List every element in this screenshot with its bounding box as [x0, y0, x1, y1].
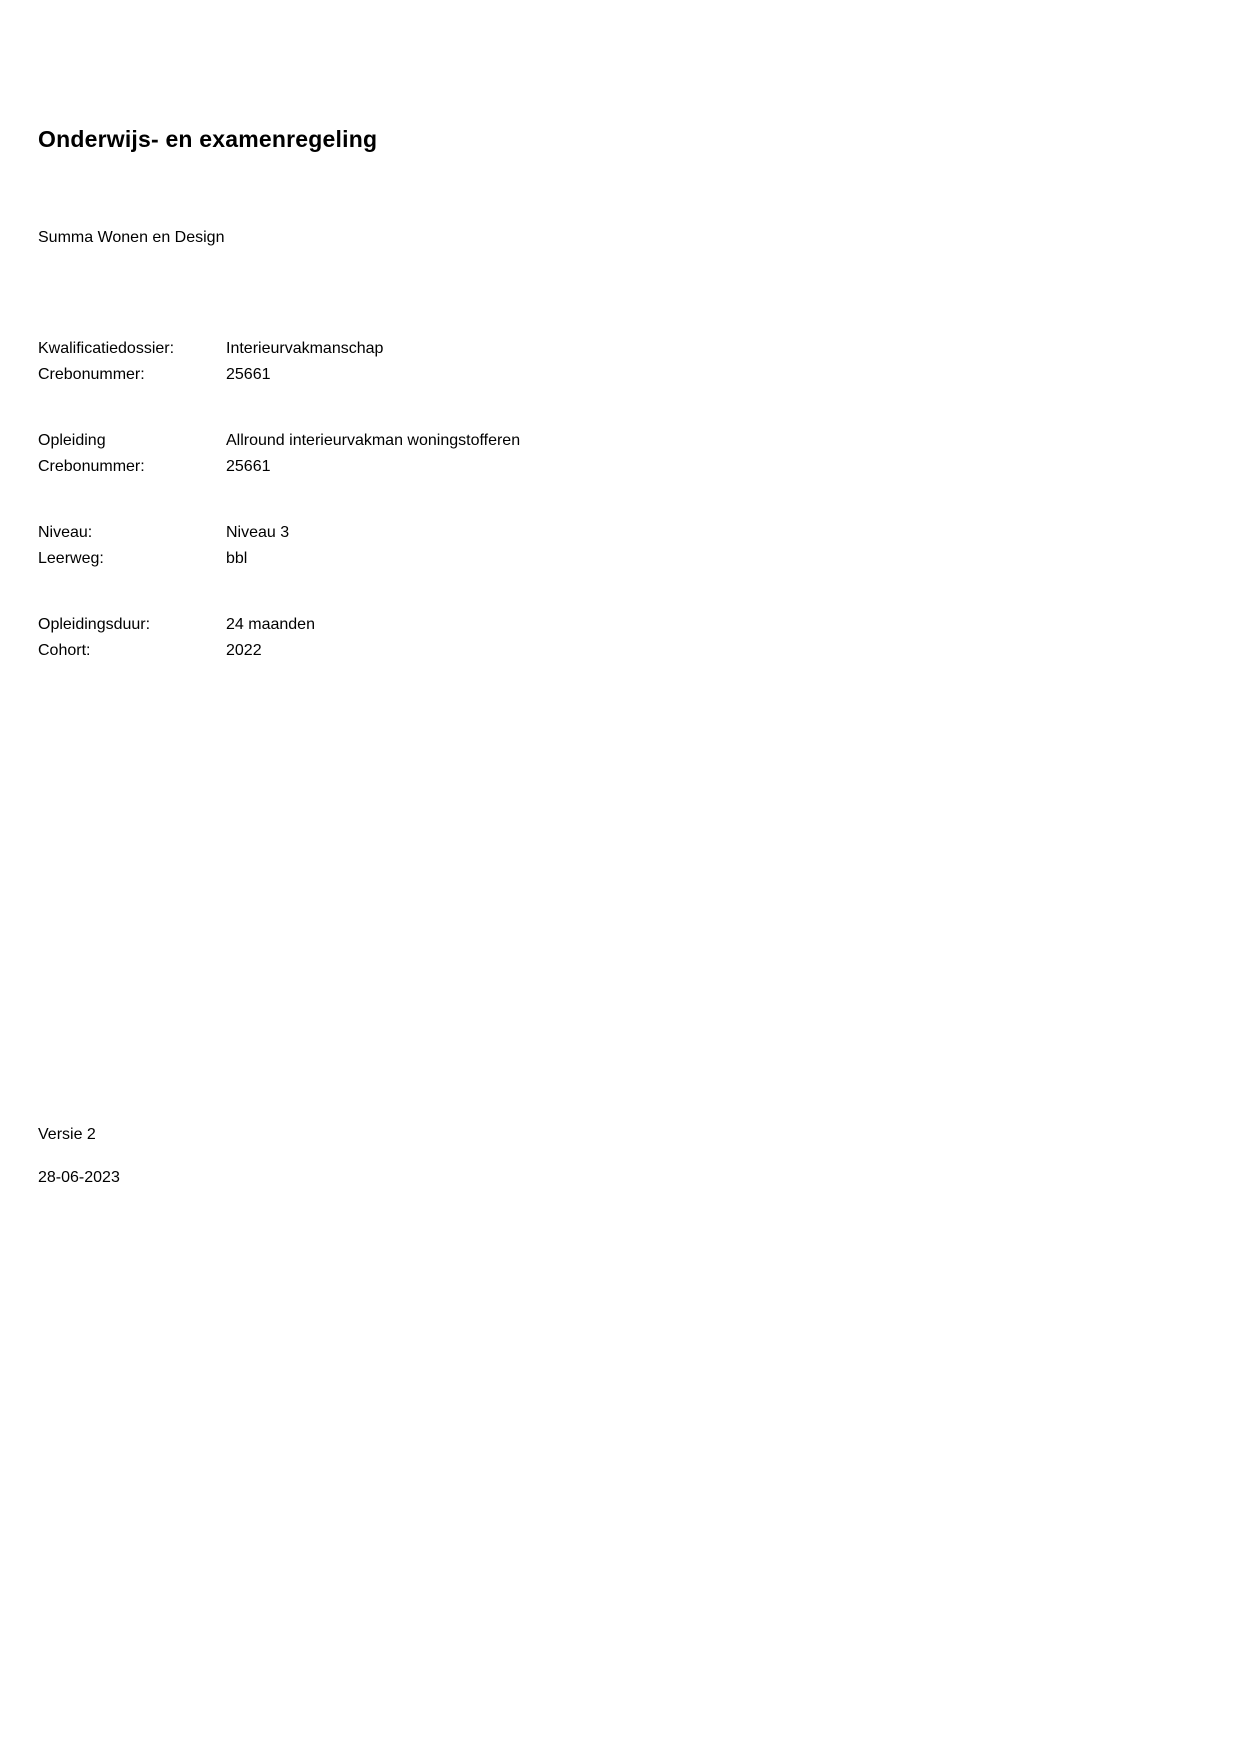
info-row [38, 638, 798, 664]
info-value: Interieurvakmanschap [226, 340, 384, 357]
info-row [38, 336, 798, 362]
info-value: 2022 [226, 642, 262, 659]
info-value: 25661 [226, 458, 271, 475]
school-name: Summa Wonen en Design [38, 229, 225, 246]
info-value: bbl [226, 550, 248, 567]
info-row [38, 612, 798, 638]
info-row [38, 520, 798, 546]
info-label: Crebonummer: [38, 458, 145, 475]
info-row [38, 546, 798, 572]
info-group-niveau-leerweg [38, 520, 798, 572]
info-group-opleiding [38, 428, 798, 480]
info-label: Cohort: [38, 642, 91, 659]
info-row [38, 428, 798, 454]
info-label: Leerweg: [38, 550, 104, 567]
info-group-kwalificatiedossier [38, 336, 798, 388]
info-label: Niveau: [38, 524, 93, 541]
info-row [38, 454, 798, 480]
info-label: Crebonummer: [38, 366, 145, 383]
info-label: Kwalificatiedossier: [38, 340, 175, 357]
info-label: Opleiding [38, 432, 106, 449]
info-table [38, 336, 798, 704]
page-title: Onderwijs- en examenregeling [38, 126, 378, 152]
info-value: 25661 [226, 366, 271, 383]
info-value: 24 maanden [226, 616, 315, 633]
info-row [38, 362, 798, 388]
info-label: Opleidingsduur: [38, 616, 151, 633]
info-value: Niveau 3 [226, 524, 290, 541]
version-label: Versie 2 [38, 1126, 96, 1143]
date-label: 28-06-2023 [38, 1169, 120, 1186]
info-value: Allround interieurvakman woningstofferen [226, 432, 521, 449]
info-group-duur-cohort [38, 612, 798, 664]
